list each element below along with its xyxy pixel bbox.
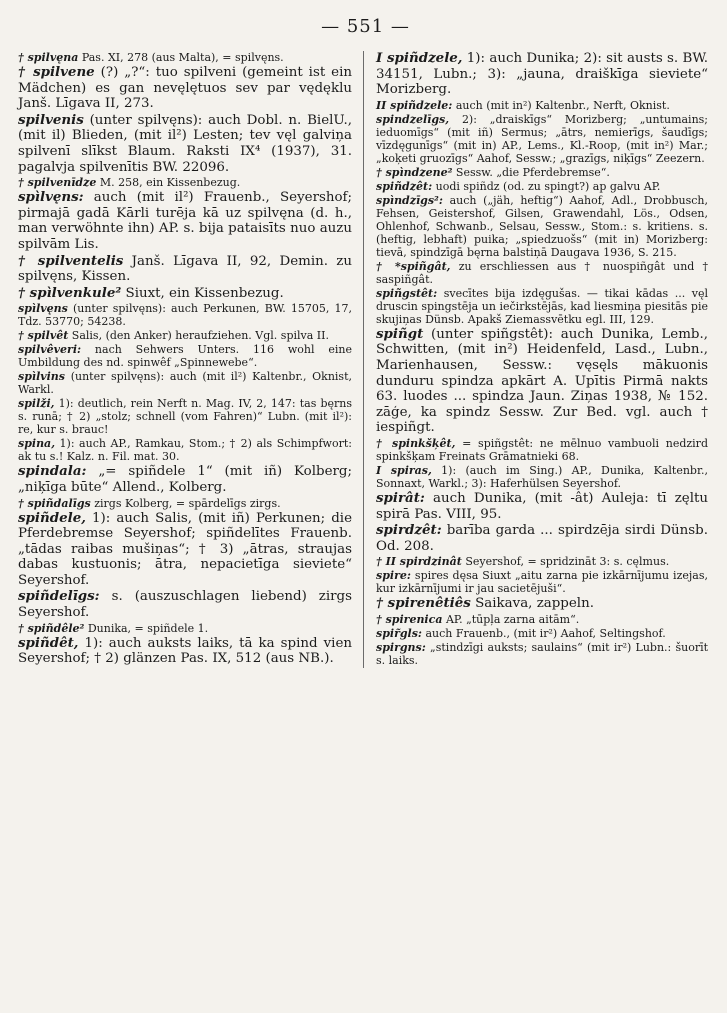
- entry-text: uodi spiñdz (od. zu spingt?) ap galvu AP.: [435, 179, 661, 193]
- dictionary-entry: [18, 65, 352, 112]
- entry-headword: spilvêveri:: [18, 343, 82, 357]
- entry-headword: spiñdzêt:: [376, 179, 433, 193]
- entry-text: 1): auch Salis, (mit iñ) Perkunen; die Pferdebremse Seyershof; spiñdelītes Frauenb. „tādas raibas mušiņas“; † 3) „ātras, straujas dabas kustuonis; ātra, nepacietīga sieviete“ Seyershof.: [18, 510, 352, 588]
- entry-text: Janš. Līgava II, 92, Demin. zu spilvęns, Kissen.: [18, 253, 352, 285]
- page-number: — 551 —: [321, 16, 410, 37]
- dictionary-entry: [18, 302, 352, 328]
- entry-text: M. 258, ein Kissenbezug.: [99, 176, 241, 190]
- dictionary-entry: [376, 99, 708, 112]
- dictionary-entry: [18, 511, 352, 589]
- dictionary-entry: [376, 260, 708, 286]
- dictionary-entry: [18, 176, 352, 189]
- dictionary-entry: [376, 113, 708, 165]
- entry-headword: II spiñdzele:: [376, 98, 453, 112]
- entry-text: (?) „?“: tuo spilveni (gemeint ist ein Mädchen) es gan nevęlętuos sev par vędęklu Janš. Līgava II, 273.: [18, 65, 352, 112]
- dictionary-entry: [18, 113, 352, 175]
- dictionary-entry: [376, 194, 708, 259]
- entry-headword: spiñdêt,: [18, 634, 79, 651]
- entry-text: 1): auch AP., Ramkau, Stom.; † 2) als Schimpfwort: ak tu s.! Kalz. n. Fil. mat. 30.: [18, 437, 352, 464]
- entry-headword: † spilvêt: [18, 329, 69, 343]
- entry-headword: † spilvenīdze: [18, 176, 97, 190]
- dictionary-entry: [18, 589, 352, 620]
- entry-text: Saikava, zappeln.: [475, 596, 594, 612]
- entry-text: spires dęsa Siuxt „aitu zarna pie izkārnījumu izejas, kur izkārnījumi ir jau sacietējuši“.: [376, 569, 708, 596]
- entry-text: AP. „tūpļa zarna aitām“.: [445, 612, 580, 626]
- entry-headword: spìndzīgs²:: [376, 193, 443, 207]
- entry-headword: spiñgt: [376, 325, 424, 342]
- entry-headword: I spiras,: [376, 463, 432, 477]
- entry-text: Pas. XI, 278 (aus Malta), = spilvęns.: [81, 51, 284, 64]
- entry-text: s. (auszuschlagen liebend) zirgs Seyershof.: [18, 589, 352, 621]
- entry-headword: spirdzêt:: [376, 522, 442, 539]
- entry-headword: † spinkšķêt,: [376, 436, 456, 450]
- dictionary-entry: [376, 613, 708, 626]
- entry-text: Salis, (den Anker) heraufziehen. Vgl. spilva II.: [71, 329, 329, 343]
- entry-text: barība garda ... spirdzēja sirdi Dünsb. Od. 208.: [376, 523, 708, 554]
- entry-headword: spìlvins: [18, 370, 66, 384]
- entry-text: (unter spilvęns): auch Dobl. n. BielU., (mit il) Blieden, (mit il²) Lesten; tev vęl galviņa spilvenī slīkst Blaum. Raksti IX⁴ (1937), 31. pagalvja spilvenītis BW. 22096.: [18, 112, 352, 175]
- dictionary-entry: [18, 370, 352, 396]
- entry-headword: † spìndzene²: [376, 165, 453, 179]
- entry-text: (unter spilvęns): auch Perkunen, BW. 15705, 17, Tdz. 53770; 54238.: [18, 302, 352, 329]
- entry-headword: spirât:: [376, 489, 425, 506]
- dictionary-entry: [376, 555, 708, 568]
- dictionary-entry: [18, 636, 352, 667]
- entry-text: zu erschliessen aus † nuospiñgât und † saspiñgât.: [376, 259, 709, 286]
- dictionary-entry: [376, 51, 708, 98]
- two-column-layout: [18, 51, 713, 668]
- dictionary-entry: [376, 569, 708, 595]
- dictionary-entry: [18, 190, 352, 252]
- dictionary-entry: [376, 627, 708, 640]
- dictionary-entry: [18, 397, 352, 436]
- entry-text: Dunika, = spiñdele 1.: [87, 621, 209, 635]
- entry-text: „= spiñdele 1“ (mit iñ) Kolberg; „niķīga būte“ Allend., Kolberg.: [18, 464, 352, 495]
- entry-text: zirgs Kolberg, = spārdelīgs zirgs.: [94, 496, 281, 510]
- entry-headword: spindzelīgs,: [376, 112, 450, 126]
- entry-headword: spir̃gls:: [376, 626, 422, 640]
- entry-headword: † spiñdêle²: [18, 621, 85, 635]
- entry-text: auch Dunika, (mit -ât) Auleja: tī zęltu spirā Pas. VIII, 95.: [376, 490, 709, 522]
- entry-text: (unter spilvęns): auch (mit il²) Kaltenbr., Oknist, Warkl.: [18, 370, 352, 397]
- dictionary-entry: [18, 51, 352, 64]
- dictionary-entry: [376, 180, 708, 193]
- entry-text: 1): auch Dunika; 2): sit austs s. BW. 34151, Lubn.; 3): „jauna, draiškīga sieviete“ Morizberg.: [376, 51, 708, 98]
- entry-headword: spiñdelīgs:: [18, 588, 100, 605]
- dictionary-entry: [376, 287, 708, 326]
- entry-text: 2): „draiskīgs“ Morizberg; „untumains; ieduomīgs“ (mit iñ) Sermus; „ātrs, nemierīgs, šaudīgs; vīzdęgunīgs“ (mit in) AP., Lems., Kl.-Roop, (mit in²) Mar.; „koķeti gruozīgs“ Aahof, Sessw.; „grazīgs, niķīgs“ Zeezern.: [376, 112, 709, 165]
- entry-text: „stindzīgi auksts; saulains“ (mit ir²) Lubn.: šuorīt s. laiks.: [376, 640, 709, 667]
- entry-headword: spìlvęns: [18, 302, 68, 316]
- dictionary-entry: [376, 596, 708, 612]
- entry-text: nach Sehwers Unters. 116 wohl eine Umbildung des nd. spinwêf „Spinnewebe“.: [18, 343, 352, 370]
- entry-headword: † spilvęna: [18, 51, 79, 64]
- entry-headword: † spiñdalīgs: [18, 496, 91, 510]
- entry-text: Siuxt, ein Kissenbezug.: [125, 285, 284, 301]
- dictionary-entry: [18, 497, 352, 510]
- entry-text: auch Frauenb., (mit ir²) Aahof, Seltingshof.: [425, 626, 666, 640]
- entry-headword: spire:: [376, 569, 411, 583]
- entry-headword: spina,: [18, 437, 56, 451]
- entry-text: Seyershof, = spridzināt 3: s. cęlmus.: [465, 555, 670, 569]
- entry-headword: spilži,: [18, 397, 55, 411]
- entry-headword: spirgns:: [376, 640, 426, 654]
- entry-headword: spìlvęns:: [18, 189, 84, 206]
- dictionary-entry: [18, 343, 352, 369]
- entry-headword: † II spirdzinât: [376, 555, 462, 569]
- entry-headword: I spiñdzele,: [376, 50, 463, 66]
- entry-text: = spiñgstêt: ne mēlnuo vambuoli nedzird spinkšķam Freinats Grāmatnieki 68.: [376, 436, 708, 463]
- entry-text: 1): (auch im Sing.) AP., Dunika, Kaltenbr., Sonnaxt, Warkl.; 3): Haferhülsen Seyershof.: [376, 463, 708, 490]
- dictionary-entry: [376, 641, 708, 667]
- dictionary-entry: [18, 286, 352, 302]
- dictionary-entry: [18, 329, 352, 342]
- entry-text: 1): deutlich, rein Nerft n. Mag. IV, 2, 147: tas bęrns s. runā; † 2) „stolz; schnell (vom Fahren)“ Lubn. (mit il²): re, kur s. brauc!: [18, 397, 353, 437]
- entry-headword: † *spiñgât,: [376, 259, 451, 273]
- dictionary-entry: [18, 437, 352, 463]
- dictionary-entry: [376, 523, 708, 554]
- entry-text: 1): auch auksts laiks, tā ka spind vien Seyershof; † 2) glänzen Pas. IX, 512 (aus NB.).: [18, 635, 352, 667]
- entry-text: Sessw. „die Pferdebremse“.: [455, 165, 610, 179]
- entry-headword: † spilventelis: [18, 252, 124, 269]
- entry-headword: † spirenêtiês: [376, 595, 471, 612]
- dictionary-entry: [376, 437, 708, 463]
- dictionary-entry: [376, 327, 708, 436]
- entry-text: auch („jäh, heftig“) Aahof, Adl., Drobbusch, Fehsen, Geistershof, Gilsen, Grawendahl, Lös., Odsen, Ohlenhof, Schwanb., Selsau, Sessw., Stom.: s. kritiens. s. (heftig, lebhaft) puika; „spiedzuošs“ (mit in) Morizberg: tievā, spindzīgā bęrna balstiņā Daugava 1936, S. 215.: [376, 193, 708, 259]
- dictionary-entry: [376, 491, 708, 522]
- entry-text: svecītes bija izdęgušas. — tikai kādas ... vęl druscin spingstēja un iečirkstējās, kad liesmiņa piesitās pie skujiņas Dünsb. Apakš Ziemassvētku egl. III, 129.: [376, 286, 709, 326]
- left-column: [18, 51, 363, 668]
- right-column: [363, 51, 708, 668]
- entry-headword: spiñdele,: [18, 509, 86, 526]
- entry-text: auch (mit il²) Frauenb., Seyershof; pirmajā gadā Kārli turēja kā uz spilvęna (d. h., man verwöhnte ihn) AP. s. bija pataisīts nuo auzu spilvām Lis.: [18, 190, 352, 252]
- entry-headword: † spilvene: [18, 64, 95, 80]
- dictionary-entry: [18, 254, 352, 285]
- entry-headword: spiñgstêt:: [376, 286, 438, 300]
- entry-headword: spilvenis: [18, 111, 84, 128]
- dictionary-entry: [376, 166, 708, 179]
- entry-headword: † spìlvenkule²: [18, 284, 122, 301]
- dictionary-entry: [18, 622, 352, 635]
- entry-headword: spindala:: [18, 463, 87, 480]
- entry-headword: † spirenica: [376, 612, 443, 626]
- dictionary-entry: [18, 464, 352, 495]
- dictionary-entry: [376, 464, 708, 490]
- entry-text: (unter spiñgstêt): auch Dunika, Lemb., Schwitten, (mit in²) Heidenfeld, Lasd., Lubn., Marienhausen, Sessw.: vęsęls mākuonis dunduru spindza apkārt A. Upītis Pirmā nakts 63. luodes ... spindza Jaun. Ziņas 1938, № 152. zāģe, ka spindz Sessw. Zur Bed. vgl. auch † iespiñgt.: [376, 326, 709, 436]
- entry-text: auch (mit in²) Kaltenbr., Nerft, Oknist.: [455, 98, 670, 112]
